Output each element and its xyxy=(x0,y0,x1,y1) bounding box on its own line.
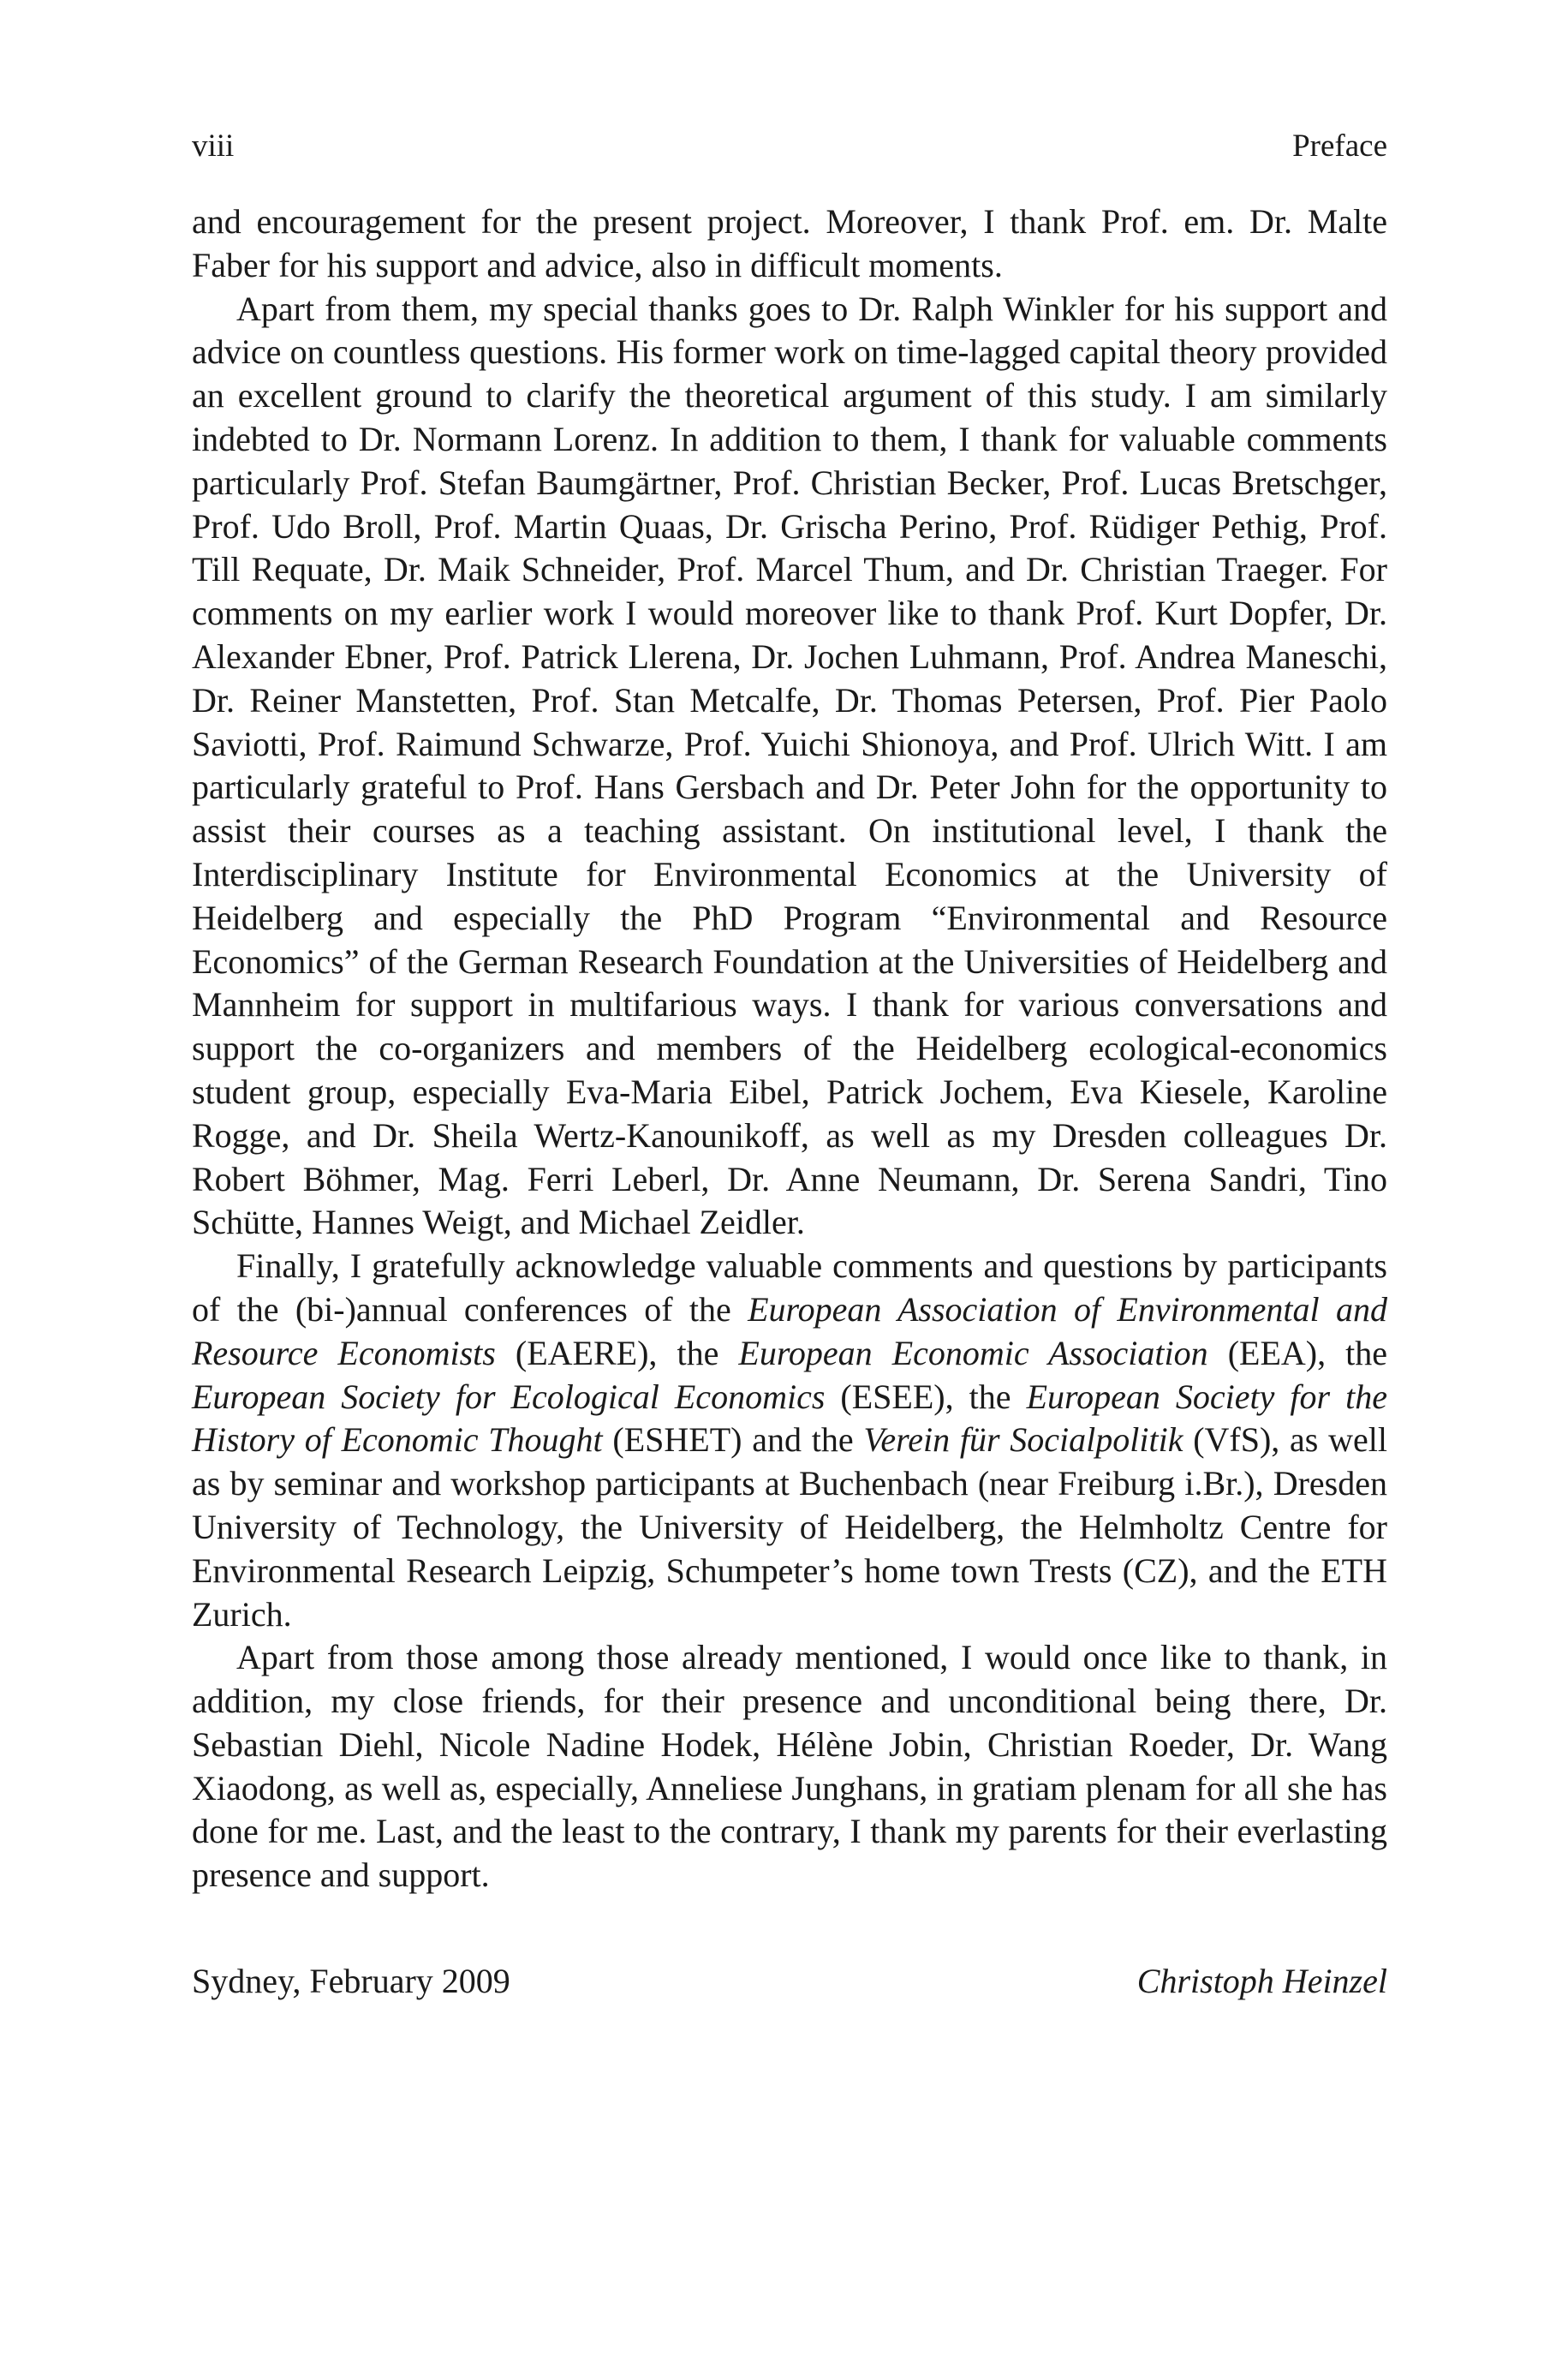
italic-term: European Society for Ecological Economics xyxy=(192,1377,826,1416)
italic-term: European Economic Association xyxy=(738,1333,1208,1372)
italic-term: European Society for the History of Economic Thought xyxy=(192,1377,1387,1460)
preface-body xyxy=(192,200,1387,1897)
paragraph xyxy=(192,288,1387,1246)
running-head xyxy=(192,127,1387,166)
author-name: Christoph Heinzel xyxy=(1136,1962,1387,2000)
paragraph xyxy=(192,1245,1387,1636)
text-run: Apart from those among those already mentioned, I would once like to thank, in addition, my close friends, for their presence and unconditional being there, Dr. Sebastian Diehl, Nicole Nadine Hodek, Hélène Jobin, Christian Roeder, Dr. Wang Xiaodong, as well as, especially, Anneliese Junghans, in gratiam plenam for all she has done for me. Last, and the least to the contrary, I thank my parents for their everlasting presence and support. xyxy=(192,1638,1387,1895)
text-run: (ESEE), the xyxy=(825,1377,1027,1416)
text-run: and encouragement for the present project. Moreover, I thank Prof. em. Dr. Malte Faber for his support and advice, also in difficult moments. xyxy=(192,202,1387,284)
text-run: (EEA), the xyxy=(1207,1333,1388,1372)
paragraph xyxy=(192,1636,1387,1897)
italic-term: Verein für Socialpolitik xyxy=(863,1420,1183,1460)
place-date: Sydney, February 2009 xyxy=(192,1962,510,2000)
italic-term: European Association of Environmental and Resource Economists xyxy=(192,1289,1387,1372)
section-title: Preface xyxy=(1292,128,1387,164)
text-run: (ESHET) and the xyxy=(602,1420,864,1460)
text-run: (VfS), as well as by seminar and workshop participants at Buchenbach (near Freiburg i.Br.), Dresden University of Technology, the University of Heidelberg, the Helmholtz Centre for Environmental Research Leipzig, Schumpeter’s home town Trests (CZ), and the ETH Zurich. xyxy=(192,1420,1387,1634)
text-run: Finally, I gratefully acknowledge valuable comments and questions by participants of the (bi-)annual conferences of the xyxy=(192,1246,1387,1329)
page-number: viii xyxy=(192,128,235,164)
paragraph xyxy=(192,200,1387,288)
text-run: (EAERE), the xyxy=(495,1333,739,1372)
signature-block xyxy=(192,1960,1387,2003)
text-run: Apart from them, my special thanks goes to Dr. Ralph Winkler for his support and advice on countless questions. His former work on time-lagged capital theory provided an excellent ground to clarify the theoretical argument of this study. I am similarly indebted to Dr. Normann Lorenz. In addition to them, I thank for valuable comments particularly Prof. Stefan Baumgärtner, Prof. Christian Becker, Prof. Lucas Bretschger, Prof. Udo Broll, Prof. Martin Quaas, Dr. Grischa Perino, Prof. Rüdiger Pethig, Prof. Till Requate, Dr. Maik Schneider, Prof. Marcel Thum, and Dr. Christian Traeger. For comments on my earlier work I would moreover like to thank Prof. Kurt Dopfer, Dr. Alexander Ebner, Prof. Patrick Llerena, Dr. Jochen Luhmann, Prof. Andrea Maneschi, Dr. Reiner Manstetten, Prof. Stan Metcalfe, Dr. Thomas Petersen, Prof. Pier Paolo Saviotti, Prof. Raimund Schwarze, Prof. Yuichi Shionoya, and Prof. Ulrich Witt. I am particularly grateful to Prof. Hans Gersbach and Dr. Peter John for the opportunity to assist their courses as a teaching assistant. On institutional level, I thank the Interdisciplinary Institute for Environmental Economics at the University of Heidelberg and especially the PhD Program “Environmental and Resource Economics” of the German Research Foundation at the Universities of Heidelberg and Mannheim for support in multifarious ways. I thank for various conversations and support the co-organizers and members of the Heidelberg ecological-economics student group, especially Eva-Maria Eibel, Patrick Jochem, Eva Kiesele, Karoline Rogge, and Dr. Sheila Wertz-Kanounikoff, as well as my Dresden colleagues Dr. Robert Böhmer, Mag. Ferri Leberl, Dr. Anne Neumann, Dr. Serena Sandri, Tino Schütte, Hannes Weigt, and Michael Zeidler. xyxy=(192,289,1387,1242)
